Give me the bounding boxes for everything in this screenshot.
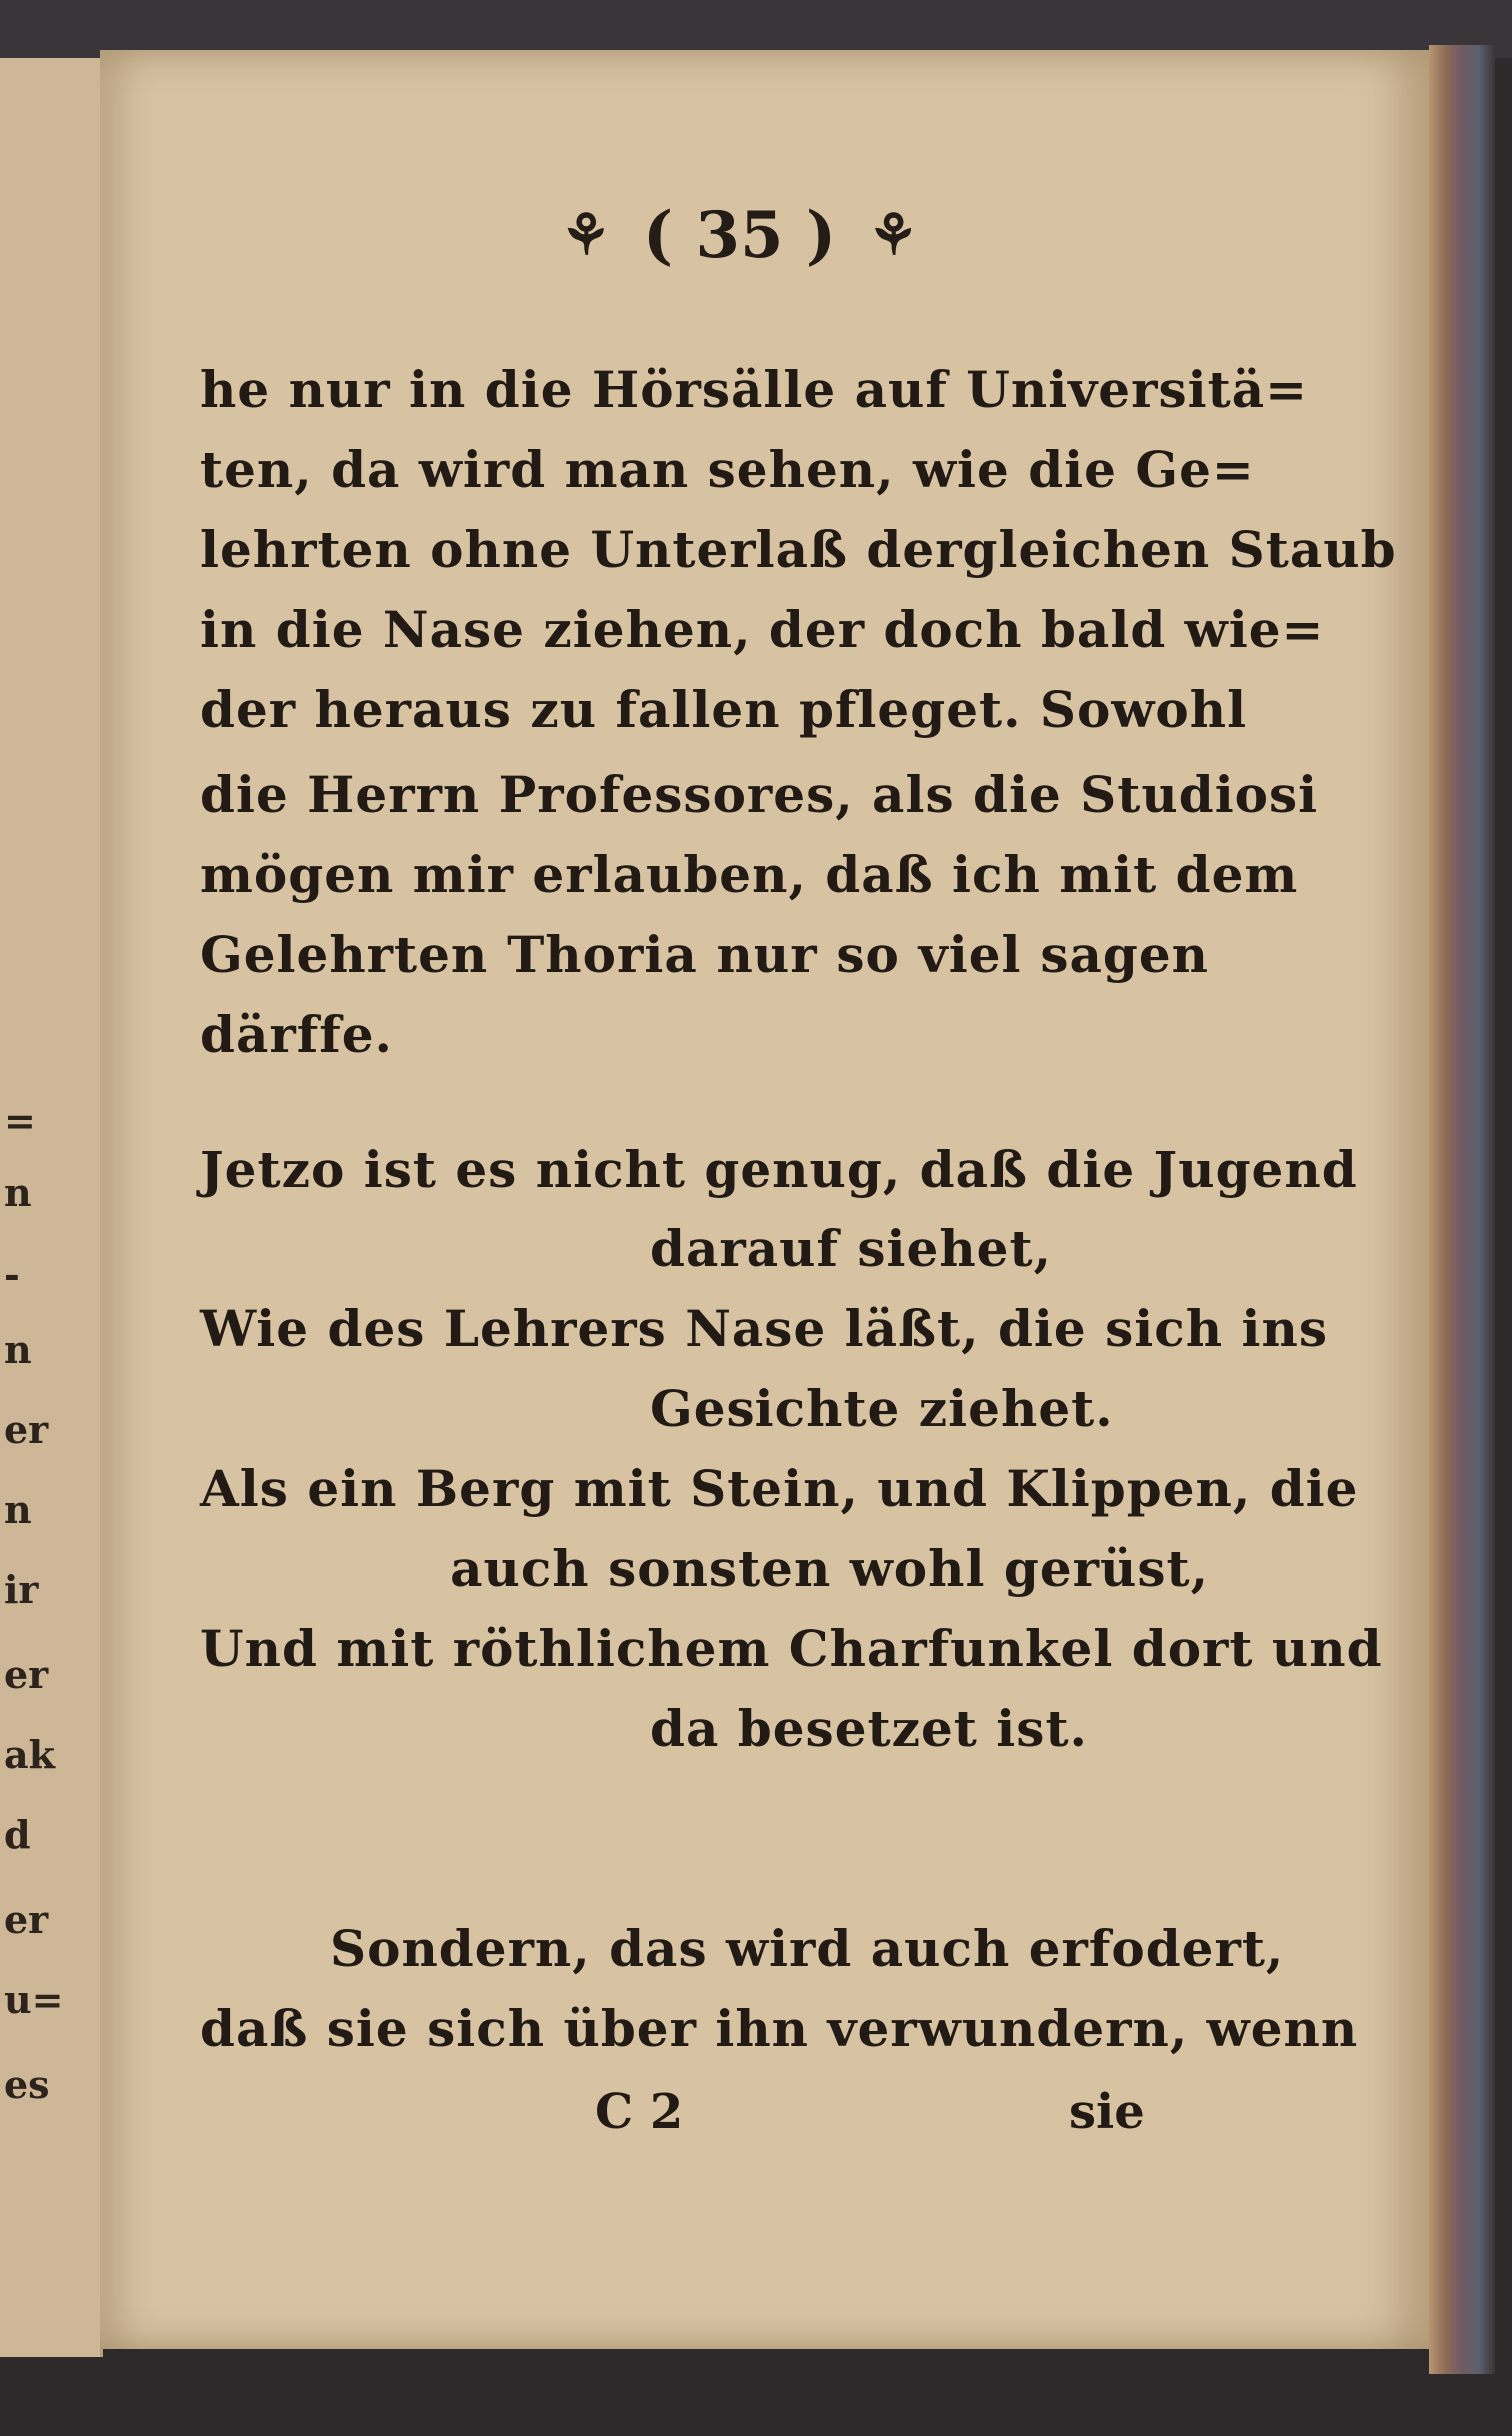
text-line: Sondern, das wird auch erfodert, bbox=[330, 1919, 1285, 1978]
text-line: in die Nase ziehen, der doch bald wie= bbox=[200, 600, 1325, 659]
verse-line: darauf siehet, bbox=[650, 1219, 1052, 1278]
left-page-fragment: ir bbox=[4, 1567, 39, 1612]
left-page-fragment: er bbox=[4, 1897, 49, 1942]
left-page-fragment: ak bbox=[4, 1732, 55, 1777]
verse-line: da besetzet ist. bbox=[650, 1699, 1088, 1758]
text-line: ten, da wird man sehen, wie die Ge= bbox=[200, 440, 1255, 499]
signature-mark: C 2 bbox=[595, 2084, 684, 2140]
catchword: sie bbox=[1069, 2084, 1145, 2140]
verse-line: Gesichte ziehet. bbox=[650, 1379, 1114, 1438]
left-page-fragment: n bbox=[4, 1170, 32, 1215]
left-page-fragment: n bbox=[4, 1327, 32, 1372]
left-page-fragment: er bbox=[4, 1407, 49, 1452]
text-line: die Herrn Professores, als die Studiosi bbox=[200, 765, 1319, 824]
verse-line: Als ein Berg mit Stein, und Klippen, die bbox=[200, 1459, 1359, 1518]
left-page-fragment: u= bbox=[4, 1977, 64, 2022]
page-header bbox=[440, 190, 1039, 280]
left-page-fragment: n bbox=[4, 1487, 32, 1532]
left-ornament-icon: ⚘ bbox=[560, 202, 611, 268]
page-number: ( 35 ) bbox=[642, 197, 837, 273]
left-page-fragment: = bbox=[4, 1098, 36, 1143]
verse-line: Wie des Lehrers Nase läßt, die sich ins bbox=[200, 1299, 1328, 1358]
text-line: der heraus zu fallen pfleget. Sowohl bbox=[200, 680, 1248, 739]
marbled-page-edge bbox=[1429, 45, 1495, 2374]
verse-line: Jetzo ist es nicht genug, daß die Jugend bbox=[200, 1140, 1358, 1199]
left-page-fragment: d bbox=[4, 1812, 31, 1857]
text-line: mögen mir erlauben, daß ich mit dem bbox=[200, 845, 1299, 904]
right-ornament-icon: ⚘ bbox=[868, 202, 919, 268]
left-page-fragment: er bbox=[4, 1652, 49, 1697]
left-page-edge bbox=[0, 58, 103, 2357]
text-line: daß sie sich über ihn verwundern, wenn bbox=[200, 1999, 1359, 2058]
text-line: he nur in die Hörsälle auf Universitä= bbox=[200, 360, 1308, 419]
text-line: därffe. bbox=[200, 1005, 393, 1064]
left-page-fragment: - bbox=[4, 1252, 20, 1297]
left-page-fragment: es bbox=[4, 2062, 50, 2107]
verse-line: Und mit röthlichem Charfunkel dort und bbox=[200, 1619, 1383, 1678]
verse-line: auch sonsten wohl gerüst, bbox=[450, 1539, 1209, 1598]
text-line: Gelehrten Thoria nur so viel sagen bbox=[200, 925, 1209, 984]
text-line: lehrten ohne Unterlaß dergleichen Staub bbox=[200, 520, 1397, 579]
